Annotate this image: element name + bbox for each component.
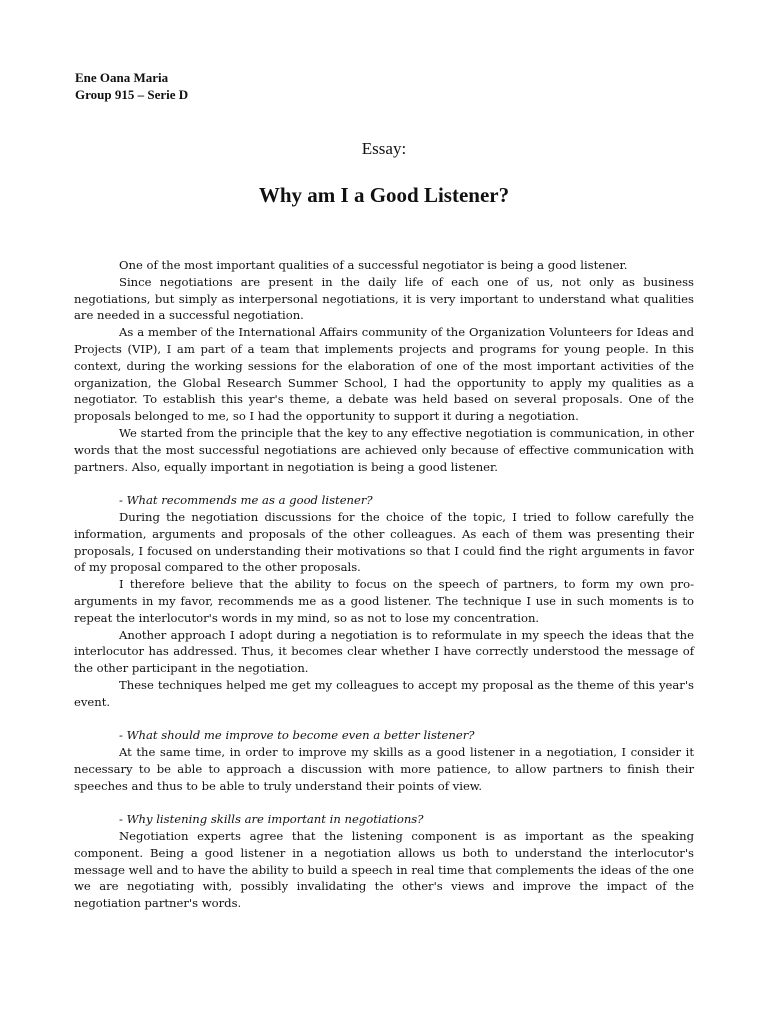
section-question: - Why listening skills are important in negotiations? xyxy=(119,812,424,827)
paragraph: One of the most important qualities of a successful negotiator is being a good listener. xyxy=(119,258,628,272)
author-block xyxy=(75,69,188,103)
paragraph: Negotiation experts agree that the listening component is as important as the speaking component. Being a good listener in a negotiation allows us both to understand the interlocutor's message well and to have the ability to build a speech in real time that complements the ideas of the one we are negotiating with, possibly invalidating the other's views and improve the impact of the negotiation partner's words. xyxy=(74,829,694,911)
essay-title: Why am I a Good Listener? xyxy=(258,183,510,207)
essay-body xyxy=(74,257,694,912)
paragraph: During the negotiation discussions for the choice of the topic, I tried to follow carefully the information, arguments and proposals of the other colleagues. As each of them was presenting their proposals, I focused on understanding their motivations so that I could find the right arguments in favor of my proposal compared to the other proposals. xyxy=(74,509,694,575)
paragraph: Another approach I adopt during a negotiation is to reformulate in my speech the ideas that the interlocutor has addressed. Thus, it becomes clear whether I have correctly understood the message of the other participant in the negotiation. xyxy=(74,627,694,676)
paragraph: We started from the principle that the key to any effective negotiation is communication, in other words that the most successful negotiations are achieved only because of effective communication with partners. Also, equally important in negotiation is being a good listener. xyxy=(74,425,694,474)
paragraph: I therefore believe that the ability to focus on the speech of partners, to form my own pro-arguments in my favor, recommends me as a good listener. The technique I use in such moments is to repeat the interlocutor's words in my mind, so as not to lose my concentration. xyxy=(74,577,694,625)
author-group: Group 915 – Serie D xyxy=(75,87,189,102)
paragraph: As a member of the International Affairs community of the Organization Volunteers for Ideas and Projects (VIP), I am part of a team that implements projects and programs for young people. In this context, during the working sessions for the elaboration of one of the most important activities of the organization, the Global Research Summer School, I had the opportunity to apply my qualities as a negotiator. To establish this year's theme, a debate was held based on several proposals. One of the proposals belonged to me, so I had the opportunity to support it during a negotiation. xyxy=(74,325,694,424)
essay-label: Essay: xyxy=(361,139,407,158)
paragraph: These techniques helped me get my colleagues to accept my proposal as the theme of this year's event. xyxy=(74,677,694,709)
section-question: - What recommends me as a good listener? xyxy=(119,493,373,508)
section-question: - What should me improve to become even a better listener? xyxy=(119,728,475,743)
author-name: Ene Oana Maria xyxy=(75,70,169,85)
paragraph: At the same time, in order to improve my skills as a good listener in a negotiation, I consider it necessary to be able to approach a discussion with more patience, to allow partners to finish their speeches and thus to be able to truly understand their points of view. xyxy=(74,745,694,793)
paragraph: Since negotiations are present in the daily life of each one of us, not only as business negotiations, but simply as interpersonal negotiations, it is very important to understand what qualities are needed in a successful negotiation. xyxy=(74,274,694,323)
